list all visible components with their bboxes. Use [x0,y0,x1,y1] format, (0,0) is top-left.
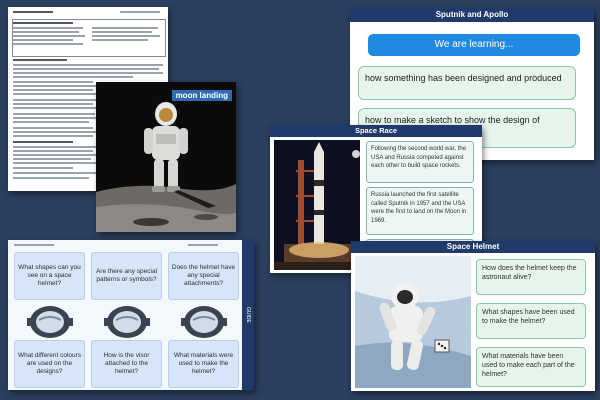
text-line [13,141,73,143]
text-line [188,244,218,246]
text-line [13,81,93,83]
learning-heading: We are learning... [368,34,580,56]
space-race-fact: Russia launched the first satellite called Sputnik in 1957 and the USA were the first to land on the Moon in 1969. [366,187,474,235]
helmet-question: Does the helmet have any special attachments? [168,252,239,300]
text-line [13,162,97,164]
text-line [13,158,91,160]
helmet-question: What shapes have been used to make the helmet? [476,303,586,339]
helmet-worksheet [8,240,254,390]
text-line [13,146,97,148]
text-line [13,131,97,133]
text-line [92,35,160,37]
text-line [13,68,159,70]
helmet-question: What materials have been used to make each part of the helmet? [476,347,586,387]
moon-landing-label: moon landing [172,90,232,101]
helmet-question: What different colours are used on the designs? [14,340,85,388]
moon-landing-photo [96,82,236,232]
text-line [13,31,79,33]
info-table [12,19,166,57]
text-line [13,35,85,37]
text-line [13,121,89,123]
text-line [92,27,158,29]
helmet-question: What materials were used to make the helmet? [168,340,239,388]
helmet-icon [179,304,229,340]
text-line [13,64,163,66]
text-line [13,177,89,179]
moon-landing-card [96,82,236,232]
text-line [92,39,148,41]
text-line [13,89,93,91]
text-line [13,135,93,137]
text-line [14,244,54,246]
learning-objective: how to make a sketch to show the design of [358,108,576,148]
slide-title: Sputnik and Apollo [350,8,594,22]
text-line [13,39,73,41]
learning-objective: how something has been designed and produced [358,66,576,100]
helmet-icon [25,304,75,340]
helmet-question: Are there any special patterns or symbols? [91,252,162,300]
text-line [120,11,160,13]
text-line [13,99,99,101]
text-line [13,27,83,29]
text-line [13,85,98,87]
text-line [13,150,93,152]
text-line [13,107,97,109]
text-line [13,113,95,115]
text-line [92,31,152,33]
text-line [13,103,93,105]
text-line [13,11,53,13]
text-line [13,93,97,95]
text-line [13,172,97,174]
text-line [13,76,133,78]
text-line [13,72,163,74]
helmet-question: What shapes can you see on a space helmet? [14,252,85,300]
text-line [13,117,99,119]
text-line [13,59,67,61]
space-helmet-slide [351,241,595,391]
helmet-icon [102,304,152,340]
text-line [13,43,83,45]
helmet-question: How does the helmet keep the astronaut alive? [476,259,586,295]
text-line [13,167,73,169]
worksheet-side-label: GUIDE [242,240,254,390]
text-line [13,154,99,156]
slide-title: Space Helmet [351,241,595,253]
text-line [13,127,93,129]
space-race-fact: Following the second world war, the USA and Russia competed against each other to build space rockets. [366,141,474,183]
slide-title: Space Race [270,125,482,137]
text-line [13,22,73,24]
helmet-question: How is the visor attached to the helmet? [91,340,162,388]
astronaut-spacewalk-photo [355,256,471,388]
rocket-launch-photo [274,140,360,270]
